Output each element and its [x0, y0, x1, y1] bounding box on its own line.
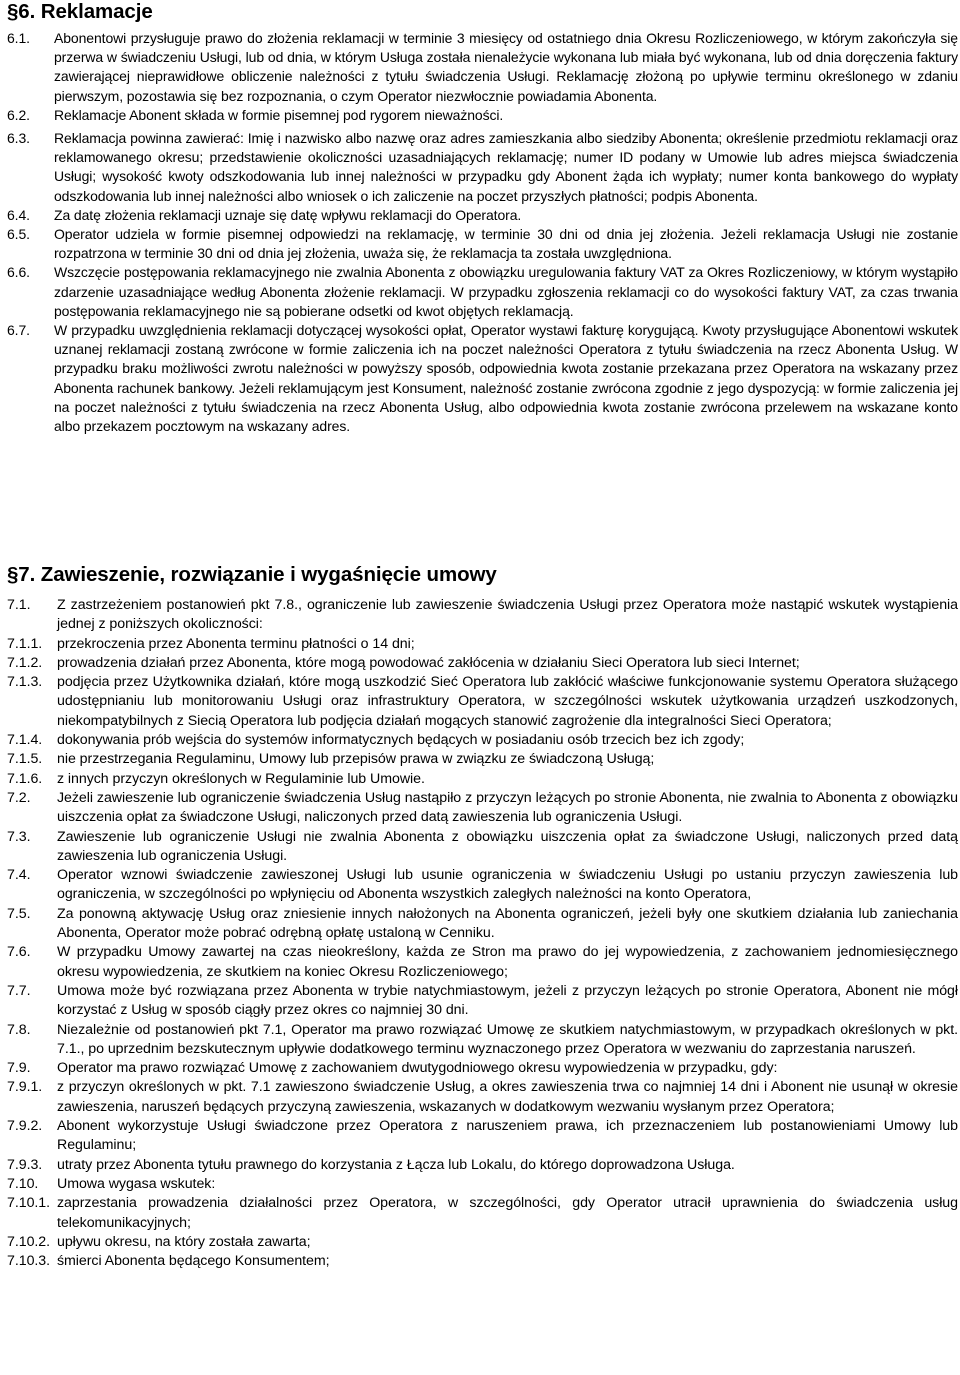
clause-text: Umowa wygasa wskutek:: [57, 1175, 216, 1192]
clause-text: dokonywania prób wejścia do systemów informatycznych będących w posiadaniu osób trzecich bez ich zgody;: [57, 732, 745, 749]
clause-number: 7.10.: [7, 1175, 39, 1192]
clause-number: 7.9.1.: [7, 1079, 43, 1096]
clause-7-9: [7, 1059, 958, 1078]
clause-text: Wszczęcie postępowania reklamacyjnego nie zwalnia Abonenta z obowiązku uregulowania faktury VAT za Okres Rozliczeniowy, w którym wystąpiło zdarzenie uzasadniające według Abonenta złożenie reklamacji. W przypadku zgłoszenia reklamacji co do wysokości faktury VAT, za czas trwania postępowania reklamacyjnego nie są pobierane odsetki od kwot objętych reklamacją.: [54, 264, 958, 319]
clause-6-6: [7, 263, 958, 321]
clause-number: 7.1.4.: [7, 732, 43, 749]
clause-7-10-3: [7, 1252, 958, 1271]
clause-text: W przypadku uwzględnienia reklamacji dotyczącej wysokości opłat, Operator wystawi fakturę korygującą. Kwoty przysługujące Abonentowi wskutek uznanej reklamacji zostaną zwrócone w formie zaliczenia ich na poczet należności Operatora z tytułu świadczenia na rzecz Abonenta Usług. W przypadku braku możliwości zwrotu należności w powyższy sposób, odpowiednia kwota zostanie przekazana przez Operatora na wskazany przez Abonenta rachunek bankowy. Jeżeli reklamującym jest Konsument, należność zostanie zwrócona zgodnie z jego dyspozycją: w formie zaliczenia jej na poczet należności z tytułu świadczenia na rzecz Abonenta Usług, albo odpowiednia kwota zostanie zwrócona przelewem na wskazane konto albo przekazem pocztowym na wskazany adres.: [54, 322, 958, 435]
clause-7-10-2: [7, 1233, 958, 1252]
clause-text: Niezależnie od postanowień pkt 7.1, Operator ma prawo rozwiązać Umowę ze skutkiem natychmiastowym, w przypadkach określonych w pkt. 7.1., po uprzednim bezskutecznym upływie dodatkowego terminu wyznaczonego przez Operatora w wezwaniu do zaprzestania naruszeń.: [57, 1021, 958, 1057]
clause-number: 7.1.5.: [7, 751, 43, 768]
section-7-body: [7, 596, 958, 1271]
clause-text: Za ponowną aktywację Usług oraz zniesienie innych nałożonych na Abonenta ograniczeń, jeżeli były one skutkiem działania lub zaniechania Abonenta, Operator może pobrać odrębną opłatę ustaloną w Cenniku.: [57, 905, 958, 942]
clause-number: 6.7.: [7, 322, 30, 339]
section-6-heading: §6. Reklamacje: [7, 0, 153, 23]
clause-number: 7.6.: [7, 944, 31, 961]
clause-7-4: [7, 866, 958, 905]
clause-text: z innych przyczyn określonych w Regulaminie lub Umowie.: [57, 770, 425, 787]
clause-text: Zawieszenie lub ograniczenie Usługi nie zwalnia Abonenta z obowiązku uiszczenia opłat za świadczone Usługi, naliczonych przed datą zawieszenia lub ograniczenia Usługi.: [57, 828, 958, 864]
clause-7-1-5: [7, 750, 958, 769]
clause-text: upływu okresu, na który została zawarta;: [57, 1233, 311, 1250]
clause-number: 7.10.1.: [7, 1195, 51, 1212]
clause-number: 7.1.: [7, 597, 31, 613]
clause-text: utraty przez Abonenta tytułu prawnego do korzystania z Łącza lub Lokalu, do którego doprowadzona Usługa.: [57, 1156, 735, 1173]
clause-7-1-1: [7, 635, 958, 654]
clause-6-3: [7, 129, 958, 206]
clause-7-2: [7, 789, 958, 828]
clause-text: Za datę złożenia reklamacji uznaje się datę wpływu reklamacji do Operatora.: [54, 206, 522, 223]
clause-6-5: [7, 225, 958, 263]
clause-7-1-3: [7, 673, 958, 731]
clause-number: 7.9.3.: [7, 1156, 43, 1173]
clause-text: z przyczyn określonych w pkt. 7.1 zawieszono świadczenie Usług, a okres zawieszenia trwa co najmniej 14 dni i Abonent nie usunął w okresie zawieszenia, naruszeń będących przyczyną zawieszenia, wskazanych w dodatkowym wezwaniu wysłanym przez Operatora;: [57, 1079, 958, 1115]
clause-6-1: [7, 29, 958, 106]
clause-number: 7.7.: [7, 982, 31, 999]
section-7-heading: §7. Zawieszenie, rozwiązanie i wygaśnięcie umowy: [7, 563, 497, 586]
clause-number: 6.5.: [7, 226, 30, 243]
clause-7-8: [7, 1021, 958, 1060]
clause-7-9-3: [7, 1156, 958, 1175]
clause-text: Operator ma prawo rozwiązać Umowę z zachowaniem dwutygodniowego okresu wypowiedzenia w przypadku, gdy:: [57, 1060, 778, 1077]
clause-6-7: [7, 321, 958, 436]
clause-number: 7.3.: [7, 828, 31, 845]
clause-7-1-2: [7, 654, 958, 673]
clause-number: 7.1.3.: [7, 674, 43, 691]
clause-7-5: [7, 905, 958, 944]
clause-number: 7.1.6.: [7, 770, 43, 787]
clause-7-7: [7, 982, 958, 1021]
clause-text: podjęcia przez Użytkownika działań, które mogą uszkodzić Sieć Operatora lub zakłócić właściwe funkcjonowanie systemu Operatora służącego udostępnianiu lub monitorowaniu Usługi oraz infrastruktury Operatora, w szczególności wskutek użytkowania urządzeń uszkodzonych, niekompatybilnych z Siecią Operatora lub podjęcia działań mogących stanowić zagrożenie dla integralności Sieci Operatora;: [57, 674, 958, 729]
clause-7-9-1: [7, 1078, 958, 1117]
clause-7-6: [7, 943, 958, 982]
clause-number: 6.3.: [7, 130, 30, 147]
clause-number: 7.9.2.: [7, 1118, 43, 1135]
clause-number: 6.2.: [7, 106, 30, 123]
clause-text: Reklamacje Abonent składa w formie pisemnej pod rygorem nieważności.: [54, 106, 504, 123]
clause-text: śmierci Abonenta będącego Konsumentem;: [57, 1253, 330, 1270]
section-6-body: [7, 29, 958, 436]
clause-text: prowadzenia działań przez Abonenta, które mogą powodować zakłócenia w działaniu Sieci Operatora lub sieci Internet;: [57, 654, 800, 671]
clause-7-1-4: [7, 731, 958, 750]
clause-number: 6.4.: [7, 206, 30, 223]
clause-text: nie przestrzegania Regulaminu, Umowy lub przepisów prawa w związku ze świadczoną Usługą;: [57, 751, 655, 768]
clause-7-10-1: [7, 1194, 958, 1233]
clause-number: 7.5.: [7, 905, 31, 922]
clause-number: 6.6.: [7, 264, 30, 281]
clause-number: 7.1.1.: [7, 635, 43, 652]
clause-text: przekroczenia przez Abonenta terminu płatności o 14 dni;: [57, 635, 415, 652]
clause-number: 7.2.: [7, 789, 31, 806]
clause-text: Z zastrzeżeniem postanowień pkt 7.8., ograniczenie lub zawieszenie świadczenia Usługi przez Operatora może nastąpić wskutek wystąpienia jednej z poniższych okoliczności:: [57, 597, 958, 633]
clause-7-1: [7, 596, 958, 635]
clause-text: Abonent wykorzystuje Usługi świadczone przez Operatora z naruszeniem prawa, ich przeznaczeniem lub postanowieniami Umowy lub Regulaminu;: [57, 1118, 958, 1154]
clause-number: 7.4.: [7, 867, 31, 884]
clause-text: W przypadku Umowy zawartej na czas nieokreślony, każda ze Stron ma prawo do jej wypowiedzenia, z zachowaniem jednomiesięcznego okresu wypowiedzenia, ze skutkiem na koniec Okresu Rozliczeniowego;: [57, 944, 958, 980]
clause-text: Operator wznowi świadczenie zawieszonej Usługi lub usunie ograniczenia w świadczeniu Usługi po ustaniu przyczyn zawieszenia lub ograniczenia, w szczególności po wpłynięciu od Abonenta wszystkich zaległych należności na konto Operatora,: [57, 867, 958, 903]
clause-number: 7.10.2.: [7, 1233, 51, 1250]
clause-number: 7.10.3.: [7, 1253, 51, 1270]
clause-7-3: [7, 828, 958, 867]
clause-7-10: [7, 1175, 958, 1194]
clause-number: 6.1.: [7, 30, 30, 46]
clause-text: zaprzestania prowadzenia działalności przez Operatora, w szczególności, gdy Operator utracił uprawnienia do świadczenia usług telekomunikacyjnych;: [57, 1195, 958, 1231]
clause-number: 7.8.: [7, 1021, 31, 1038]
clause-7-9-2: [7, 1117, 958, 1156]
clause-number: 7.9.: [7, 1060, 31, 1077]
clause-6-4: [7, 206, 958, 225]
clause-text: Operator udziela w formie pisemnej odpowiedzi na reklamację, w terminie 30 dni od dnia jej złożenia. Jeżeli reklamacja Usługi nie zostanie rozpatrzona w terminie 30 dni od dnia jej złożenia, uważa się, że reklamacja ta została uwzględniona.: [54, 226, 958, 262]
clause-text: Abonentowi przysługuje prawo do złożenia reklamacji w terminie 3 miesięcy od ostatniego dnia Okresu Rozliczeniowego, w którym zakończyła się przerwa w świadczeniu Usługi, lub od dnia, w którym Usługa została nienależycie wykonana lub miała być wykonana, lub od dnia doręczenia faktury zawierającej nieprawidłowe obliczenie należności z tytułu świadczenia Usługi. Reklamację złożoną po upływie terminu określonego w zdaniu pierwszym, pozostawia się bez rozpoznania, o czym Operator niezwłocznie powiadamia Abonenta.: [54, 30, 958, 104]
clause-text: Jeżeli zawieszenie lub ograniczenie świadczenia Usług nastąpiło z przyczyn leżących po stronie Abonenta, nie zwalnia to Abonenta z obowiązku uiszczenia opłat za świadczone Usługi, naliczonych przed datą zawieszenia lub ograniczenia Usługi.: [57, 789, 958, 826]
clause-number: 7.1.2.: [7, 654, 43, 671]
clause-text: Umowa może być rozwiązana przez Abonenta w trybie natychmiastowym, jeżeli z przyczyn leżących po stronie Operatora, Abonent nie mógł korzystać z Usług w sposób ciągły przez okres co najmniej 30 dni.: [57, 982, 958, 1019]
clause-6-2: [7, 106, 958, 125]
clause-text: Reklamacja powinna zawierać: Imię i nazwisko albo nazwę oraz adres zamieszkania albo siedziby Abonenta; określenie przedmiotu reklamacji oraz reklamowanego okresu; przedstawienie okoliczności uzasadniających reklamację; numer ID podany w Umowie lub adres miejsca świadczenia Usługi; wysokość kwoty odszkodowania lub innej należności w przypadku gdy Abonent żąda ich wypłaty; numer konta bankowego do wypłaty odszkodowania lub innej należności albo wniosek o ich zaliczenie na poczet przyszłych płatności; podpis Abonenta.: [54, 130, 958, 204]
clause-7-1-6: [7, 770, 958, 789]
